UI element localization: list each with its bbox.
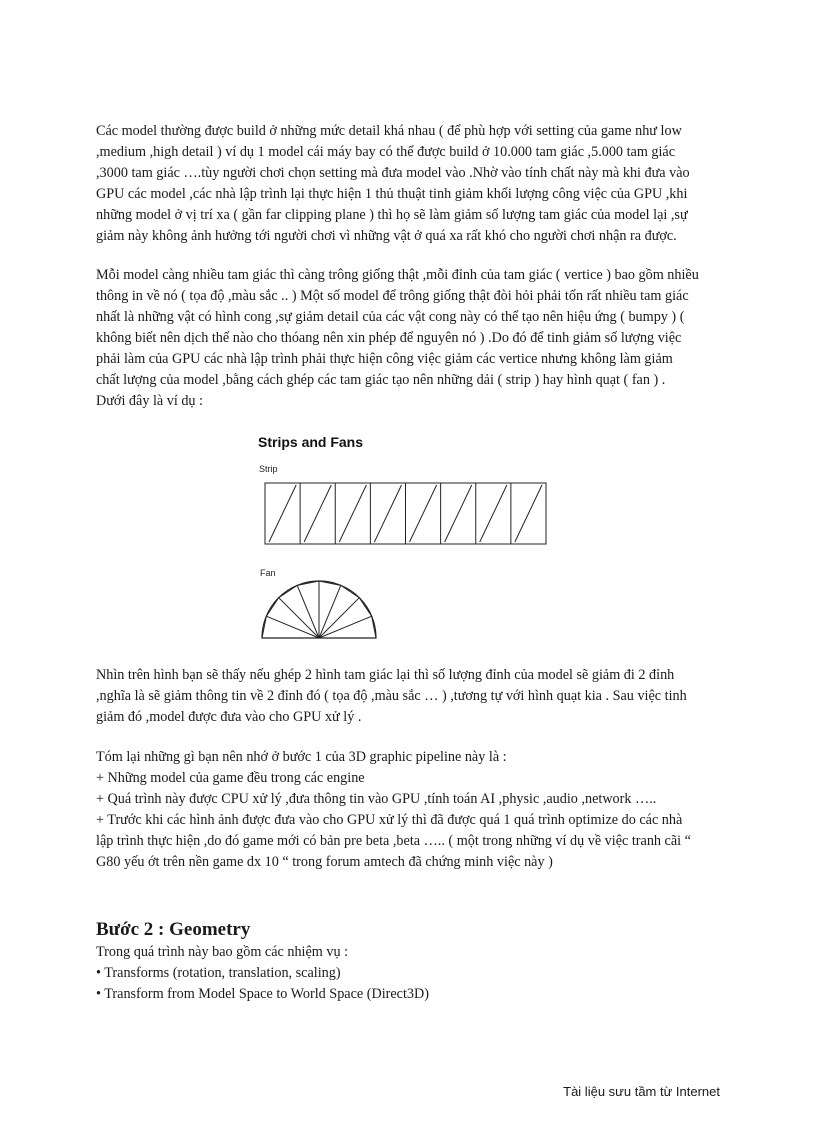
strip-diagonal <box>374 485 401 542</box>
text-line: + Trước khi các hình ảnh được đưa vào cho GPU xử lý thì đã được quá 1 quá trình optimize do các nhà <box>96 812 683 828</box>
fan-chord <box>341 585 359 597</box>
fan-chord <box>359 598 371 616</box>
text-line: Tóm lại những gì bạn nên nhớ ở bước 1 của 3D graphic pipeline này là : <box>96 749 507 765</box>
strip-label: Strip <box>259 464 278 474</box>
text-line: những model ở vị trí xa ( gần far clipping plane ) thì họ sẽ làm giảm số lượng tam giác của model lại ,sự <box>96 207 688 223</box>
text-line: GPU các model ,các nhà lập trình lại thực hiện 1 thủ thuật tinh giảm khối lượng công việc của GPU ,khi <box>96 186 688 202</box>
section-heading-geometry: Bước 2 : Geometry <box>96 919 251 940</box>
strips-and-fans-diagram <box>256 432 562 652</box>
text-line: G80 yếu ớt trên nền game dx 10 “ trong forum amtech đã chứng minh việc này ) <box>96 854 553 870</box>
strip-diagonal <box>410 485 437 542</box>
text-line: Nhìn trên hình bạn sẽ thấy nếu ghép 2 hình tam giác lại thì số lượng đỉnh của model sẽ giảm đi 2 đỉnh <box>96 667 675 683</box>
text-line: Mỗi model càng nhiều tam giác thì càng trông giống thật ,mỗi đỉnh của tam giác ( vertice ) bao gồm nhiều <box>96 267 699 283</box>
text-line: + Quá trình này được CPU xử lý ,đưa thông tin vào GPU ,tính toán AI ,physic ,audio ,network ….. <box>96 791 657 807</box>
text-line: giảm này không ảnh hưởng tới người chơi vì những vật ở quá xa rất khó cho người chơi nhận ra được. <box>96 228 677 244</box>
paragraph-triangle-vertices <box>96 265 736 412</box>
strip-diagonal <box>304 485 331 542</box>
text-line: không biết nên dịch thế nào cho thóang nên xin phép để nguyên nó ) .Do đó để tinh giảm số lượng việc <box>96 330 682 346</box>
list-item: • Transforms (rotation, translation, scaling) <box>96 965 341 981</box>
triangle-fan <box>262 581 376 638</box>
text-line: ,3000 tam giác ….tùy người chơi chọn setting mà đưa model vào .Nhờ vào tính chất này mà khi đưa vào <box>96 165 690 181</box>
strip-diagonal <box>515 485 542 542</box>
text-line: giảm đó ,model được đưa vào cho GPU xử lý . <box>96 709 362 725</box>
text-line: ,medium ,high detail ) ví dụ 1 model cái máy bay có thể được build ở 10.000 tam giác ,5.000 tam giác <box>96 144 676 160</box>
text-line: Dưới đây là ví dụ : <box>96 393 204 409</box>
strip-diagonal <box>480 485 507 542</box>
fan-spoke <box>319 598 359 638</box>
triangle-strip <box>265 483 546 544</box>
strip-diagonal <box>445 485 472 542</box>
paragraph-geometry-tasks <box>96 942 736 1005</box>
text-line: chất lượng của model ,bằng cách ghép các tam giác tạo nên những dải ( strip ) hay hình quạt ( fan ) . <box>96 372 666 388</box>
text-line: Trong quá trình này bao gồm các nhiệm vụ : <box>96 944 349 960</box>
text-line: nhất là những vật có hình cong ,sự giảm detail của các vật cong này có thể tạo nên hiệu ứng ( bumpy ) ( <box>96 309 685 325</box>
text-line: lập trình thực hiện ,do đó game mới có bản pre beta ,beta ….. ( một trong những ví dụ về việc tranh cãi “ <box>96 833 691 849</box>
strip-diagonal <box>339 485 366 542</box>
paragraph-model-detail <box>96 121 736 247</box>
fan-spoke <box>279 598 319 638</box>
text-line: ,nghĩa là sẽ giảm thông tin về 2 đỉnh đó ( tọa độ ,màu sắc … ) ,tương tự với hình quạt kia . Sau việc tinh <box>96 688 687 704</box>
figure-title: Strips and Fans <box>258 434 364 450</box>
list-item: • Transform from Model Space to World Space (Direct3D) <box>96 986 429 1002</box>
text-line: Các model thường được build ở những mức detail khá nhau ( để phù hợp với setting của game như low <box>96 123 682 139</box>
paragraph-summary <box>96 747 736 873</box>
paragraph-vertex-reduction <box>96 665 736 728</box>
text-line: thông in về nó ( tọa độ ,màu sắc .. ) Một số model để trông giống thật đòi hỏi phải tốn rất nhiều tam giác <box>96 288 689 304</box>
page-footer: Tài liệu sưu tầm từ Internet <box>563 1084 720 1099</box>
text-line: phải làm của GPU các nhà lập trình phải thực hiện công việc giảm các vertice nhưng không làm giảm <box>96 351 673 367</box>
fan-label: Fan <box>260 568 276 578</box>
fan-chord <box>266 598 278 616</box>
fan-chord <box>279 585 297 597</box>
strips-and-fans-figure <box>256 432 562 652</box>
text-line: + Những model của game đều trong các engine <box>96 770 365 786</box>
strip-diagonal <box>269 485 296 542</box>
